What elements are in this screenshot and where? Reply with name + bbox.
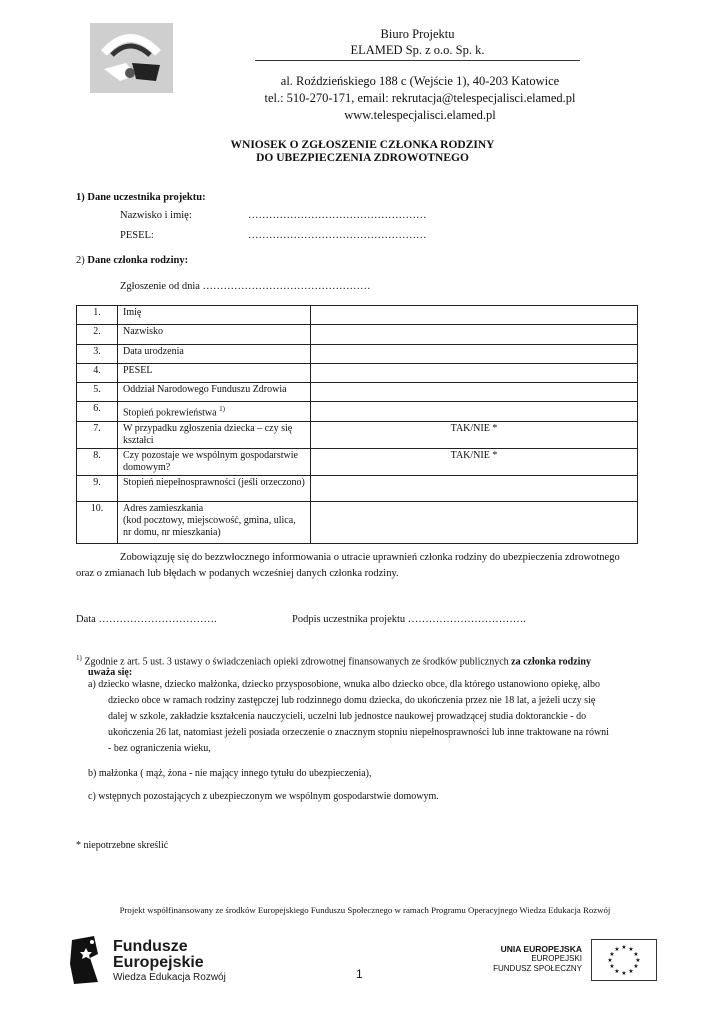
footnote-b: b) małżonka ( mąż, żona - nie mający innego tytułu do ubezpieczenia), bbox=[88, 768, 372, 779]
footnote-marker: 1) bbox=[76, 654, 82, 662]
footnote-intro: $^{1)}$ Zgodnie z art. 5 ust. 3 ustawy o świadczeniach opieki zdrowotnej finansowanych ze środków publicznych za członka rodziny bbox=[76, 654, 591, 668]
table-row bbox=[77, 345, 638, 364]
header-line1: Biuro Projektu bbox=[380, 27, 455, 41]
row-number: 4. bbox=[77, 364, 118, 383]
row-value-cell[interactable] bbox=[311, 383, 638, 402]
footnote-a-line3: dalej w szkole, zakładzie kształcenia nauczycieli, uczelni lub jednostce naukowej prowadzącej studia doktoranckie - do bbox=[108, 711, 587, 722]
row-value-cell[interactable] bbox=[311, 476, 638, 502]
form-title-line1: WNIOSEK O ZGŁOSZENIE CZŁONKA RODZINY bbox=[230, 139, 495, 151]
svg-text:★: ★ bbox=[633, 963, 639, 970]
row-number: 5. bbox=[77, 383, 118, 402]
eu-flag-icon bbox=[591, 939, 657, 981]
svg-text:★: ★ bbox=[609, 951, 615, 958]
table-row bbox=[77, 325, 638, 345]
row-value-cell[interactable] bbox=[311, 364, 638, 383]
header-address: al. Roździeńskiego 188 c (Wejście 1), 40-203 Katowice bbox=[280, 74, 560, 88]
row-number: 8. bbox=[77, 449, 118, 476]
fe-logo-line3: Wiedza Edukacja Rozwój bbox=[113, 972, 226, 983]
svg-text:★: ★ bbox=[609, 963, 615, 970]
row-value-cell[interactable] bbox=[311, 502, 638, 544]
signature-date-field[interactable]: Data ……………………………. bbox=[76, 614, 217, 625]
svg-text:★: ★ bbox=[614, 968, 620, 975]
table-row bbox=[77, 364, 638, 383]
fe-logo-line2: Europejskie bbox=[113, 954, 204, 971]
participant-name-label: Nazwisko i imię: bbox=[120, 210, 192, 221]
svg-text:★: ★ bbox=[633, 951, 639, 958]
section1-heading: 1) Dane uczestnika projektu: bbox=[76, 192, 206, 203]
row-label: PESEL bbox=[118, 364, 311, 383]
row-number: 2. bbox=[77, 325, 118, 345]
svg-text:★: ★ bbox=[628, 946, 634, 953]
svg-text:★: ★ bbox=[614, 946, 620, 953]
fe-logo-line1: Fundusze bbox=[113, 938, 188, 955]
eu-label bbox=[470, 944, 582, 974]
row-label: W przypadku zgłoszenia dziecka – czy się kształci bbox=[118, 422, 311, 449]
row-label: Stopień pokrewieństwa $^{1)}$ bbox=[118, 402, 311, 422]
section2-heading: 2) Dane członka rodziny: bbox=[76, 255, 189, 266]
participant-pesel-field[interactable]: …………………………………………… bbox=[248, 230, 427, 241]
strike-note: * niepotrzebne skreślić bbox=[76, 840, 169, 851]
registration-date-field[interactable]: Zgłoszenie od dnia ………………………………………… bbox=[120, 281, 371, 292]
footnote-a-line5: - bez ograniczenia wieku, bbox=[108, 743, 211, 754]
row-number: 6. bbox=[77, 402, 118, 422]
row-label: Stopień niepełnosprawności (jeśli orzeczono) bbox=[118, 476, 311, 502]
eu-label-line1: UNIA EUROPEJSKA bbox=[500, 944, 582, 954]
header-line2: ELAMED Sp. z o.o. Sp. k. bbox=[350, 43, 485, 57]
header-contact: tel.: 510-270-171, email: rekrutacja@telespecjalisci.elamed.pl bbox=[264, 91, 576, 105]
footnote-intro-end: uważa się: bbox=[88, 667, 133, 678]
row-label: Imię bbox=[118, 306, 311, 325]
family-member-table bbox=[76, 305, 638, 544]
table-row bbox=[77, 306, 638, 325]
row-value-cell[interactable]: TAK/NIE * bbox=[311, 422, 638, 449]
table-row bbox=[77, 502, 638, 544]
header-website: www.telespecjalisci.elamed.pl bbox=[344, 108, 496, 122]
form-title-line2: DO UBEZPIECZENIA ZDROWOTNEGO bbox=[256, 152, 469, 164]
header-divider bbox=[255, 60, 580, 61]
table-row bbox=[77, 402, 638, 422]
eu-label-line2: EUROPEJSKI bbox=[531, 954, 582, 963]
declaration-line2: oraz o zmianach lub błędach w podanych wcześniej danych członka rodziny. bbox=[76, 568, 399, 579]
footnote-ref: 1) bbox=[219, 405, 225, 413]
row-label: Czy pozostaje we wspólnym gospodarstwie domowym? bbox=[118, 449, 311, 476]
svg-text:★: ★ bbox=[628, 968, 634, 975]
footnote-a-line2: dziecko obce w ramach rodziny zastępczej lub rodzinnego domu dziecka, do ukończenia przez nie 18 lat, a jeżeli uczy się bbox=[108, 695, 596, 706]
row-number: 7. bbox=[77, 422, 118, 449]
svg-text:★: ★ bbox=[635, 957, 641, 964]
row-value-cell[interactable] bbox=[311, 402, 638, 422]
table-row bbox=[77, 449, 638, 476]
table-row bbox=[77, 476, 638, 502]
funding-note: Projekt współfinansowany ze środków Europejskiego Funduszu Społecznego w ramach Programu Operacyjnego Wiedza Edukacja Rozwój bbox=[119, 905, 611, 915]
row-number: 10. bbox=[77, 502, 118, 544]
svg-text:★: ★ bbox=[621, 944, 627, 951]
row-label: Oddział Narodowego Funduszu Zdrowia bbox=[118, 383, 311, 402]
row-value-cell[interactable] bbox=[311, 325, 638, 345]
row-label: Nazwisko bbox=[118, 325, 311, 345]
svg-text:★: ★ bbox=[607, 957, 613, 964]
declaration-line1: Zobowiązuję się do bezzwłocznego informowania o utracie uprawnień członka rodziny do ubezpieczenia zdrowotnego bbox=[120, 552, 620, 563]
svg-text:★: ★ bbox=[621, 970, 627, 977]
row-number: 9. bbox=[77, 476, 118, 502]
page-number: 1 bbox=[356, 967, 363, 981]
participant-name-field[interactable]: …………………………………………… bbox=[248, 210, 427, 221]
signature-field[interactable]: Podpis uczestnika projektu ……………………………. bbox=[292, 614, 526, 625]
row-number: 3. bbox=[77, 345, 118, 364]
footnote-a-line4: ukończenia 26 lat, natomiast jeżeli posiada orzeczenie o znacznym stopniu niepełnosprawności lub inne traktowane na równi bbox=[108, 727, 609, 738]
eu-label-line3: FUNDUSZ SPOŁECZNY bbox=[493, 964, 582, 973]
footnote-a-line1: a) dziecko własne, dziecko małżonka, dziecko przysposobione, wnuka albo dziecko obce, dla którego ustanowiono opiekę, albo bbox=[88, 679, 601, 690]
row-label: Data urodzenia bbox=[118, 345, 311, 364]
table-row bbox=[77, 383, 638, 402]
fundusze-europejskie-logo-icon bbox=[68, 934, 104, 986]
participant-pesel-label: PESEL: bbox=[120, 230, 154, 241]
row-value-cell[interactable] bbox=[311, 306, 638, 325]
table-row bbox=[77, 422, 638, 449]
footnote-c: c) wstępnych pozostających z ubezpieczonym we wspólnym gospodarstwie domowym. bbox=[88, 791, 439, 802]
row-label: Adres zamieszkania (kod pocztowy, miejscowość, gmina, ulica, nr domu, nr mieszkania) bbox=[118, 502, 311, 544]
elamed-logo bbox=[90, 23, 173, 93]
row-number: 1. bbox=[77, 306, 118, 325]
row-value-cell[interactable]: TAK/NIE * bbox=[311, 449, 638, 476]
row-value-cell[interactable] bbox=[311, 345, 638, 364]
